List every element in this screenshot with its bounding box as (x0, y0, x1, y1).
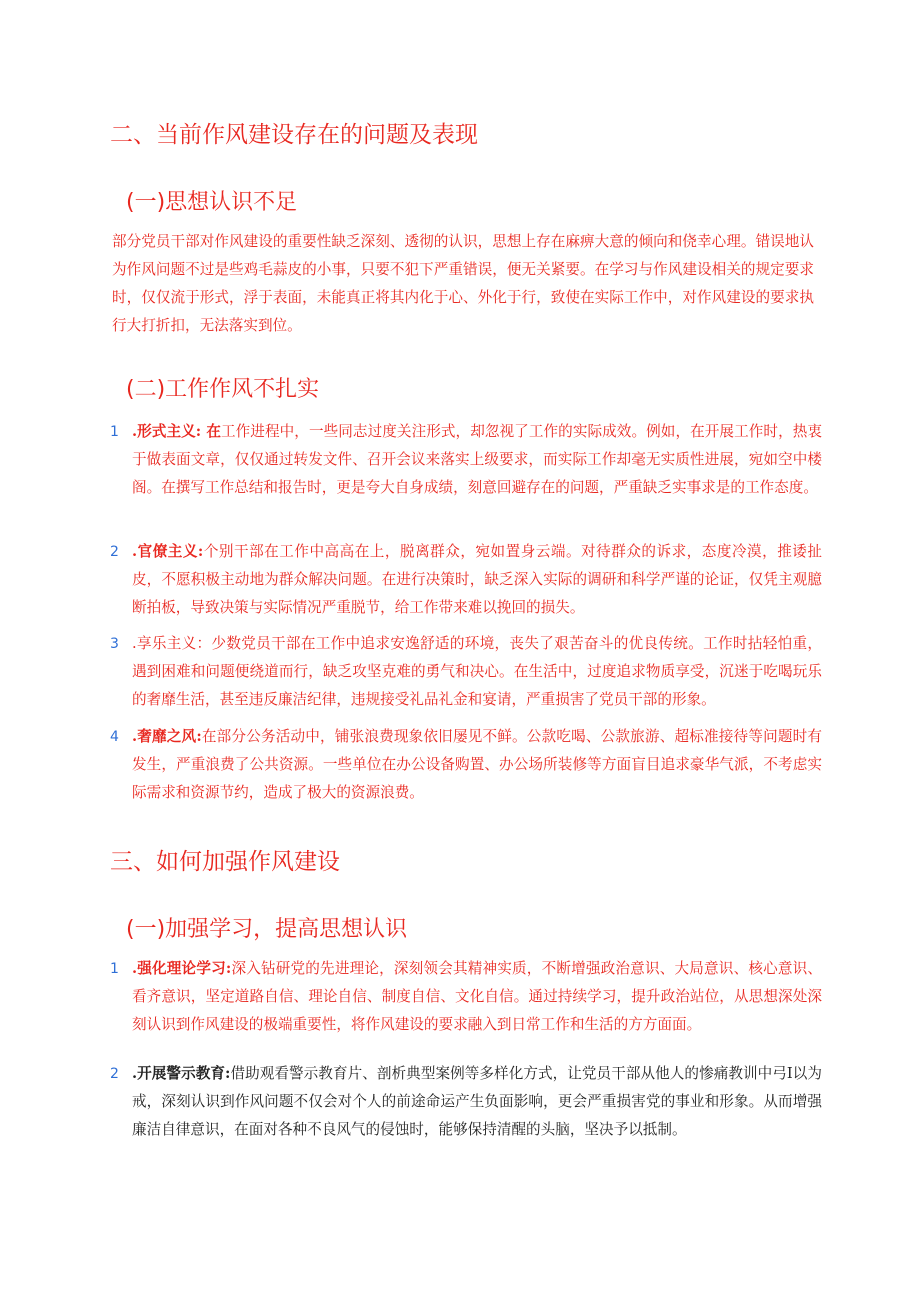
list-item (110, 723, 822, 807)
item-lead: .强化理论学习: (132, 960, 232, 977)
item-text: 借助观看警示教育片、剖析典型案例等多样化方式，让党员干部从他人的惨痛教训中弓I以为戒，深刻认识到作风问题不仅会对个人的前途命运产生负面影响，更会严重损害党的事业和形象。从而增强廉洁自律意识，在面对各种不良风气的侵蚀时，能够保持清醒的头脑，坚决予以抵制。 (132, 1065, 822, 1138)
item-text: 工作进程中，一些同志过度关注形式，却忽视了工作的实际成效。例如，在开展工作时，热衷于做表面文章，仅仅通过转发文件、召开会议来落实上级要求，而实际工作却毫无实质性进展，宛如空中楼阁。在撰写工作总结和报告时，更是夸大自身成绩，刻意回避存在的问题，严重缺乏实事求是的工作态度。 (132, 423, 822, 496)
list-item (110, 538, 822, 622)
section-title: 二、当前作风建设存在的问题及表现 (110, 122, 478, 148)
item-text: .享乐主义：少数党员干部在工作中追求安逸舒适的环境，丧失了艰苦奋斗的优良传统。工作时拈轻怕重，遇到困难和问题便绕道而行，缺乏攻坚克难的勇气和决心。在生活中，过度追求物质享受，沉迷于吃喝玩乐的奢靡生活，甚至违反廉洁纪律，违规接受礼品礼金和宴请，严重损害了党员干部的形象。 (132, 635, 822, 708)
item-lead: .奢靡之风: (132, 728, 202, 745)
list-number: 4 (110, 729, 119, 745)
paragraph: 部分党员干部对作风建设的重要性缺乏深刻、透彻的认识，思想上存在麻痹大意的倾向和侥幸心理。错误地认为作风问题不过是些鸡毛蒜皮的小事，只要不犯下严重错误，便无关紧要。在学习与作风建设相关的规定要求时，仅仅流于形式，浮于表面，未能真正将其内化于心、外化于行，致使在实际工作中，对作风建设的要求执行大打折扣，无法落实到位。 (112, 233, 814, 334)
list-item (110, 630, 822, 714)
item-lead: .官僚主义: (132, 543, 204, 560)
item-lead: .开展警示教育: (132, 1065, 231, 1082)
list-item (110, 1060, 822, 1144)
section-title: 三、如何加强作风建设 (110, 849, 340, 875)
list-number: 1 (110, 961, 119, 977)
subsection-title: (一)思想认识不足 (126, 190, 298, 215)
list-number: 3 (110, 636, 119, 652)
item-text: 个别干部在工作中高高在上，脱离群众，宛如置身云端。对待群众的诉求，态度冷漠，推诿扯皮，不愿积极主动地为群众解决问题。在进行决策时，缺乏深入实际的调研和科学严谨的论证，仅凭主观臆断拍板，导致决策与实际情况严重脱节，给工作带来难以挽回的损失。 (132, 543, 822, 616)
list-number: 2 (110, 544, 119, 560)
subsection-title: (二)工作作风不扎实 (126, 377, 320, 402)
item-text: 在部分公务活动中，铺张浪费现象依旧屡见不鲜。公款吃喝、公款旅游、超标准接待等问题时有发生，严重浪费了公共资源。一些单位在办公设备购置、办公场所装修等方面盲目追求豪华气派，不考虑实际需求和资源节约，造成了极大的资源浪费。 (132, 728, 822, 801)
item-text: 深入钻研党的先进理论，深刻领会其精神实质，不断增强政治意识、大局意识、核心意识、看齐意识，坚定道路自信、理论自信、制度自信、文化自信。通过持续学习，提升政治站位，从思想深处深刻认识到作风建设的极端重要性，将作风建设的要求融入到日常工作和生活的方方面面。 (132, 960, 823, 1033)
subsection-title: (一)加强学习，提高思想认识 (126, 917, 408, 942)
item-lead: .形式主义: 在 (132, 423, 221, 440)
list-item (110, 955, 822, 1039)
list-item (110, 418, 822, 502)
list-number: 2 (110, 1066, 119, 1082)
list-number: 1 (110, 424, 119, 440)
